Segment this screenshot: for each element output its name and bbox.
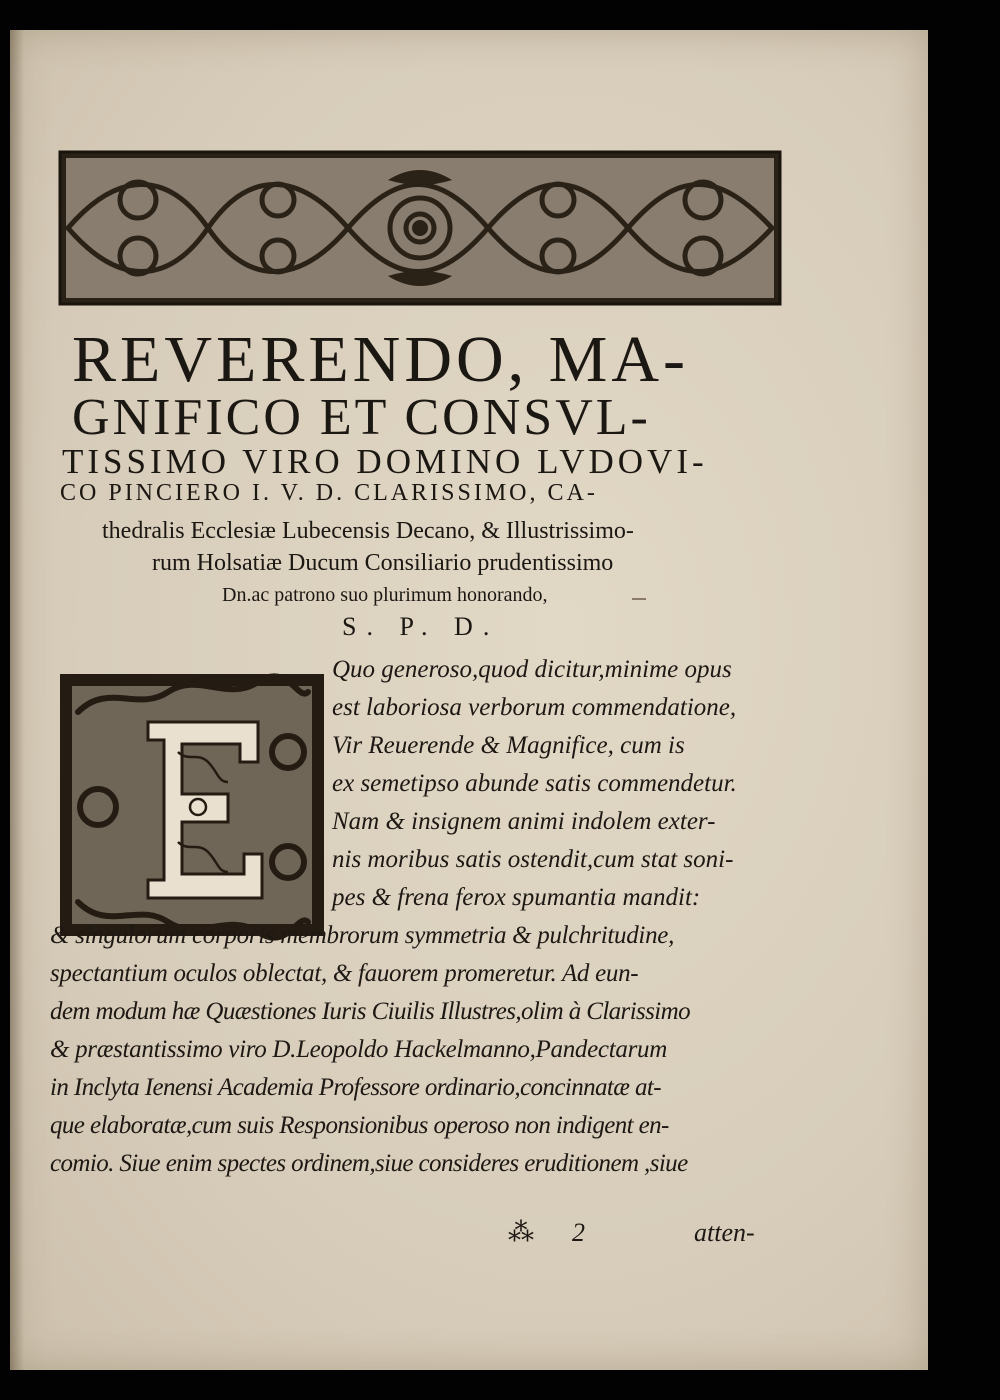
- body-line-1: Quo generoso,quod dicitur,minime opus: [332, 656, 732, 683]
- heading-line-6: rum Holsatiæ Ducum Consiliario prudentissimo: [152, 550, 614, 576]
- decorated-initial-e: [58, 672, 328, 942]
- body-line-11: & præstantissimo viro D.Leopoldo Hackelmanno,Pandectarum: [50, 1036, 667, 1063]
- body-line-14: comio. Siue enim spectes ordinem,siue consideres eruditionem ,siue: [50, 1150, 688, 1177]
- body-line-3: Vir Reuerende & Magnifice, cum is: [332, 732, 685, 759]
- heading-line-7: Dn.ac patrono suo plurimum honorando,: [222, 584, 548, 606]
- book-page: [10, 30, 928, 1370]
- body-line-10: dem modum hæ Quæstiones Iuris Ciuilis Illustres,olim à Clarissimo: [50, 998, 690, 1025]
- body-line-6: nis moribus satis ostendit,cum stat soni-: [332, 846, 734, 873]
- heading-line-5: thedralis Ecclesiæ Lubecensis Decano, & Illustrissimo-: [102, 518, 634, 544]
- signature-mark: ⁂: [508, 1218, 534, 1247]
- body-line-9: spectantium oculos oblectat, & fauorem promeretur. Ad eun-: [50, 960, 639, 987]
- heading-line-1: REVERENDO, MA-: [72, 323, 689, 396]
- heading-salutation: S. P. D.: [342, 612, 500, 641]
- heading-line-4: CO PINCIERO I. V. D. CLARISSIMO, CA-: [60, 480, 598, 506]
- body-line-12: in Inclyta Ienensi Academia Professore ordinario,concinnatæ at-: [50, 1074, 661, 1101]
- body-line-8: & singulorum corporis membrorum symmetria & pulchritudine,: [50, 922, 675, 949]
- body-line-4: ex semetipso abunde satis commendetur.: [332, 770, 737, 797]
- catchword: atten-: [694, 1218, 755, 1247]
- ornamental-headpiece: [58, 150, 782, 306]
- body-line-5: Nam & insignem animi indolem exter-: [332, 808, 716, 835]
- page-mark: 2: [572, 1218, 585, 1247]
- body-line-13: que elaboratæ,cum suis Responsionibus operoso non indigent en-: [50, 1112, 669, 1139]
- heading-line-2: GNIFICO ET CONSVL-: [72, 389, 651, 446]
- body-line-7: pes & frena ferox spumantia mandit:: [332, 884, 701, 911]
- body-line-2: est laboriosa verborum commendatione,: [332, 694, 737, 721]
- gutter-shadow: [10, 30, 24, 1370]
- dash-mark: [632, 598, 646, 600]
- heading-line-3: TISSIMO VIRO DOMINO LVDOVI-: [62, 442, 708, 481]
